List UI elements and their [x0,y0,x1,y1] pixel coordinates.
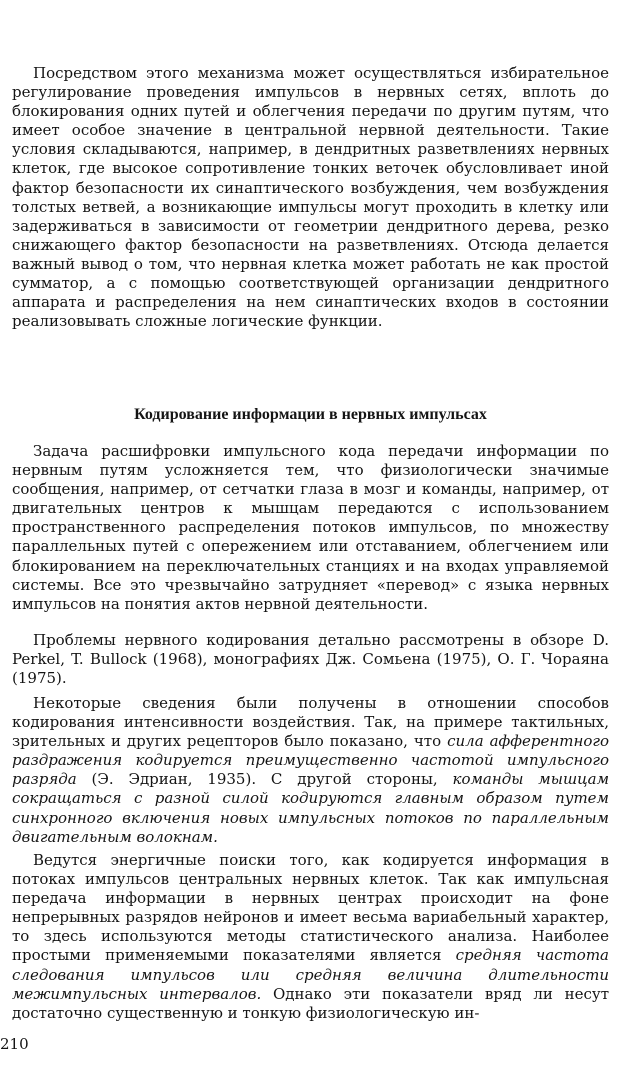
paragraph-central-coding [12,851,609,1023]
emphasis-text: сила афферентного раздражения кодируется преимущественно частотой импульсного разряда [12,732,609,789]
paragraph-impulse-code: Задача расшифровки импульсного кода передачи информации по нервным путям усложняется тем, что физиологически значимые сообщения, например, от сетчатки глаза в мозг и команды, например, от двигательных центров к мышцам передаются с использованием пространственного распределения потоков импульсов, по множеству параллельных путей с опережением или отставанием, облегчением или блокированием на переключательных станциях и на входах управляемой системы. Все это чрезвычайно затрудняет «перевод» с языка нервных импульсов на понятия актов нервной деятельности. [12,442,609,613]
emphasis-text: команды мышцам сокращаться с разной силой кодируются главным образом путем синхронного включения новых импульсных потоков по параллельным двигательным волокнам. [12,770,610,846]
emphasis-text: средняя частота следования импульсов или средняя величина длительности межимпульсных интервалов. [12,946,610,1003]
page-number: 210 [0,1035,29,1053]
paragraph-dendritic-regulation: Посредством этого механизма может осуществляться избирательное регулирование проведения импульсов в нервных сетях, вплоть до блокирования одних путей и облегчения передачи по другим путям, что имеет особое значение в центральной нервной деятельности. Такие условия складываются, например, в дендритных разветвлениях нервных клеток, где высокое сопротивление тонких веточек обусловливает иной фактор безопасности их синаптического возбуждения, чем возбуждения толстых ветвей, а возникающие импульсы могут проходить в клетку или задерживаться в зависимости от геометрии дендритного дерева, резко снижающего фактор безопасности на разветвлениях. Отсюда делается важный вывод о том, что нервная клетка может работать не как простой сумматор, а с помощью соответствующей организации дендритного аппарата и распределения на нем синаптических входов в состоянии реализовывать сложные логические функции. [12,64,609,331]
paragraph-intensity-coding [12,694,609,847]
section-heading: Кодирование информации в нервных импульсах [134,406,487,423]
paragraph-coding-problems: Проблемы нервного кодирования детально рассмотрены в обзоре D. Perkel, T. Bullock (1968), монографиях Дж. Сомьена (1975), О. Г. Чораяна (1975). [12,631,609,688]
paragraph-text: Однако эти показатели вряд ли несут достаточно существенную и тонкую физиологическую ин- [12,984,610,1022]
paragraph-text: Ведутся энергичные поиски того, как кодируется информация в потоках импульсов центральных нервных клеток. Так как импульсная передача информации в нервных центрах происходит на фоне непрерывных разрядов нейронов и имеет весьма вариабельный характер, то здесь используются методы статистического анализа. Наиболее простыми применяемыми показателями является [12,851,609,965]
paragraph-text: (Э. Эдриан, 1935). С другой стороны, [76,770,453,789]
paragraph-text: Некоторые сведения были получены в отношении способов кодирования интенсивности воздействия. Так, на примере тактильных, зрительных и других рецепторов было показано, что [12,694,609,751]
